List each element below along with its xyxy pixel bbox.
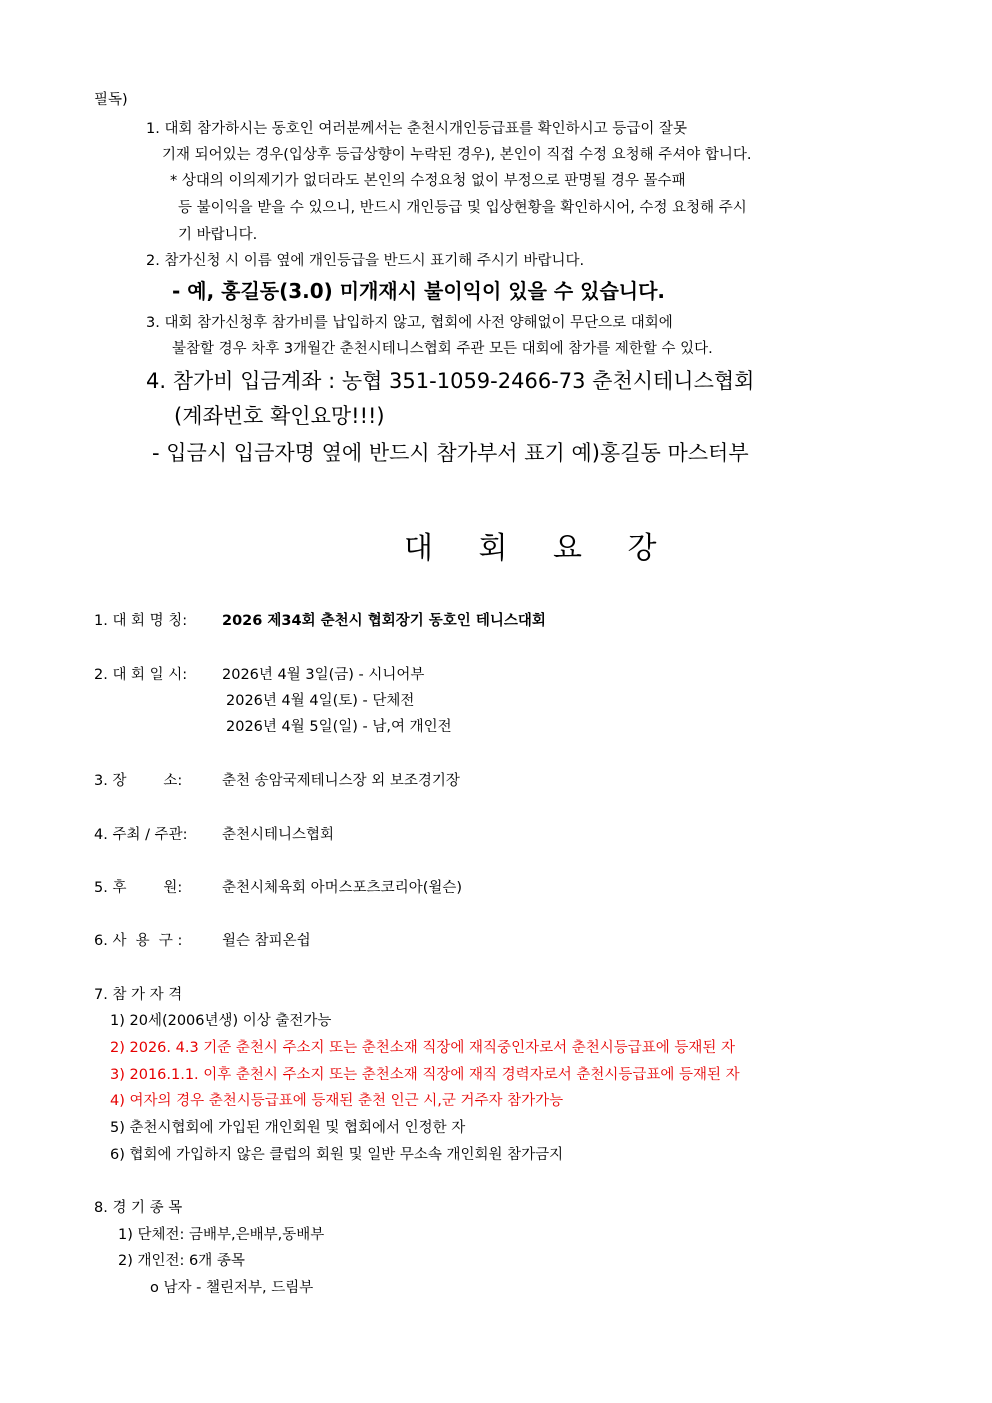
guide-venue-label: 3. 장 소: [94,773,183,789]
notice-item-4-line-3: - 입금시 입금자명 옆에 반드시 참가부서 표기 예)홍길동 마스터부 [152,441,749,465]
guide-name-label: 1. 대 회 명 칭: [94,613,188,629]
guide-ball-label: 6. 사 용 구 : [94,933,183,949]
eligibility-item-5: 5) 춘천시협회에 가입된 개인회원 및 협회에서 인정한 자 [110,1120,466,1136]
guide-venue-row [94,774,460,789]
events-item-2: 2) 개인전: 6개 종목 [118,1253,245,1269]
guide-date-2: 2026년 4월 4일(토) - 단체전 [226,693,415,709]
guide-dates-label: 2. 대 회 일 시: [94,667,188,683]
notice-item-1-line-1 [146,122,896,137]
notice-item-3-line-2: 불참할 경우 차후 3개월간 춘천시테니스협회 주관 모든 대회에 참가를 제한할 수 있다. [172,341,713,357]
eligibility-item-6: 6) 협회에 가입하지 않은 클럽의 회원 및 일반 무소속 개인회원 참가금지 [110,1147,564,1163]
guide-date-1: 2026년 4월 3일(금) - 시니어부 [222,667,425,683]
notice-item-1-note-line-2: 등 불이익을 받을 수 있으니, 반드시 개인등급 및 입상현황을 확인하시어, 수정 요청해 주시 [178,200,747,216]
notice-item-1-note-line-3: 기 바랍니다. [178,227,258,243]
notice-item-4-line-1: 4. 참가비 입금계좌 : 농협 351-1059-2466-73 춘천시테니스협회 [146,369,755,393]
guide-date-3: 2026년 4월 5일(일) - 남,여 개인전 [226,719,452,735]
guide-name-row [94,614,546,629]
events-sub-item-1: o 남자 - 챌린저부, 드림부 [150,1280,314,1296]
notice-heading: 필독) [94,92,128,108]
notice-item-1-note-line-1: * 상대의 이의제기가 없더라도 본인의 수정요청 없이 부정으로 판명될 경우 몰수패 [170,173,686,189]
guide-ball-row [94,934,311,949]
notice-item-3-line-1: 3. 대회 참가신청후 참가비를 납입하지 않고, 협회에 사전 양해없이 무단으로 대회에 [146,315,673,331]
guide-ball-value: 윌슨 참피온쉽 [222,933,311,949]
guide-dates-row [94,668,424,683]
guide-sponsor-value: 춘천시체육회 아머스포츠코리아(윌슨) [222,880,463,896]
guide-name-value: 2026 제34회 춘천시 협회장기 동호인 테니스대회 [222,613,546,629]
events-item-1: 1) 단체전: 금배부,은배부,동배부 [118,1227,325,1243]
guide-sponsor-row [94,881,462,896]
text: 1. 대회 참가하시는 동호인 여러분께서는 춘천시개인등급표를 확인하시고 등급이 잘못 [146,121,687,137]
guide-eligibility-label: 7. 참 가 자 격 [94,987,183,1003]
guide-host-row [94,828,334,843]
guide-venue-value: 춘천 송암국제테니스장 외 보조경기장 [222,773,460,789]
eligibility-item-3: 3) 2016.1.1. 이후 춘천시 주소지 또는 춘천소재 직장에 재직 경력자로서 춘천시등급표에 등재된 자 [110,1067,740,1083]
eligibility-item-4: 4) 여자의 경우 춘천시등급표에 등재된 춘천 인근 시,군 거주자 참가가능 [110,1093,564,1109]
guide-events-label: 8. 경 기 종 목 [94,1200,183,1216]
eligibility-item-2: 2) 2026. 4.3 기준 춘천시 주소지 또는 춘천소재 직장에 재직중인자로서 춘천시등급표에 등재된 자 [110,1040,736,1056]
guide-host-label: 4. 주최 / 주관: [94,827,188,843]
notice-item-2-line-2: - 예, 홍길동(3.0) 미개재시 불이익이 있을 수 있습니다. [172,279,666,303]
eligibility-item-1: 1) 20세(2006년생) 이상 출전가능 [110,1013,332,1029]
page-title: 대 회 요 강 [404,531,675,566]
guide-host-value: 춘천시테니스협회 [222,827,335,843]
notice-item-2-line-1: 2. 참가신청 시 이름 옆에 개인등급을 반드시 표기해 주시기 바랍니다. [146,253,585,269]
guide-sponsor-label: 5. 후 원: [94,880,183,896]
notice-item-4-line-2: (계좌번호 확인요망!!!) [174,404,385,428]
notice-item-1-line-2: 기재 되어있는 경우(입상후 등급상향이 누락된 경우), 본인이 직접 수정 요청해 주셔야 합니다. [162,147,752,163]
